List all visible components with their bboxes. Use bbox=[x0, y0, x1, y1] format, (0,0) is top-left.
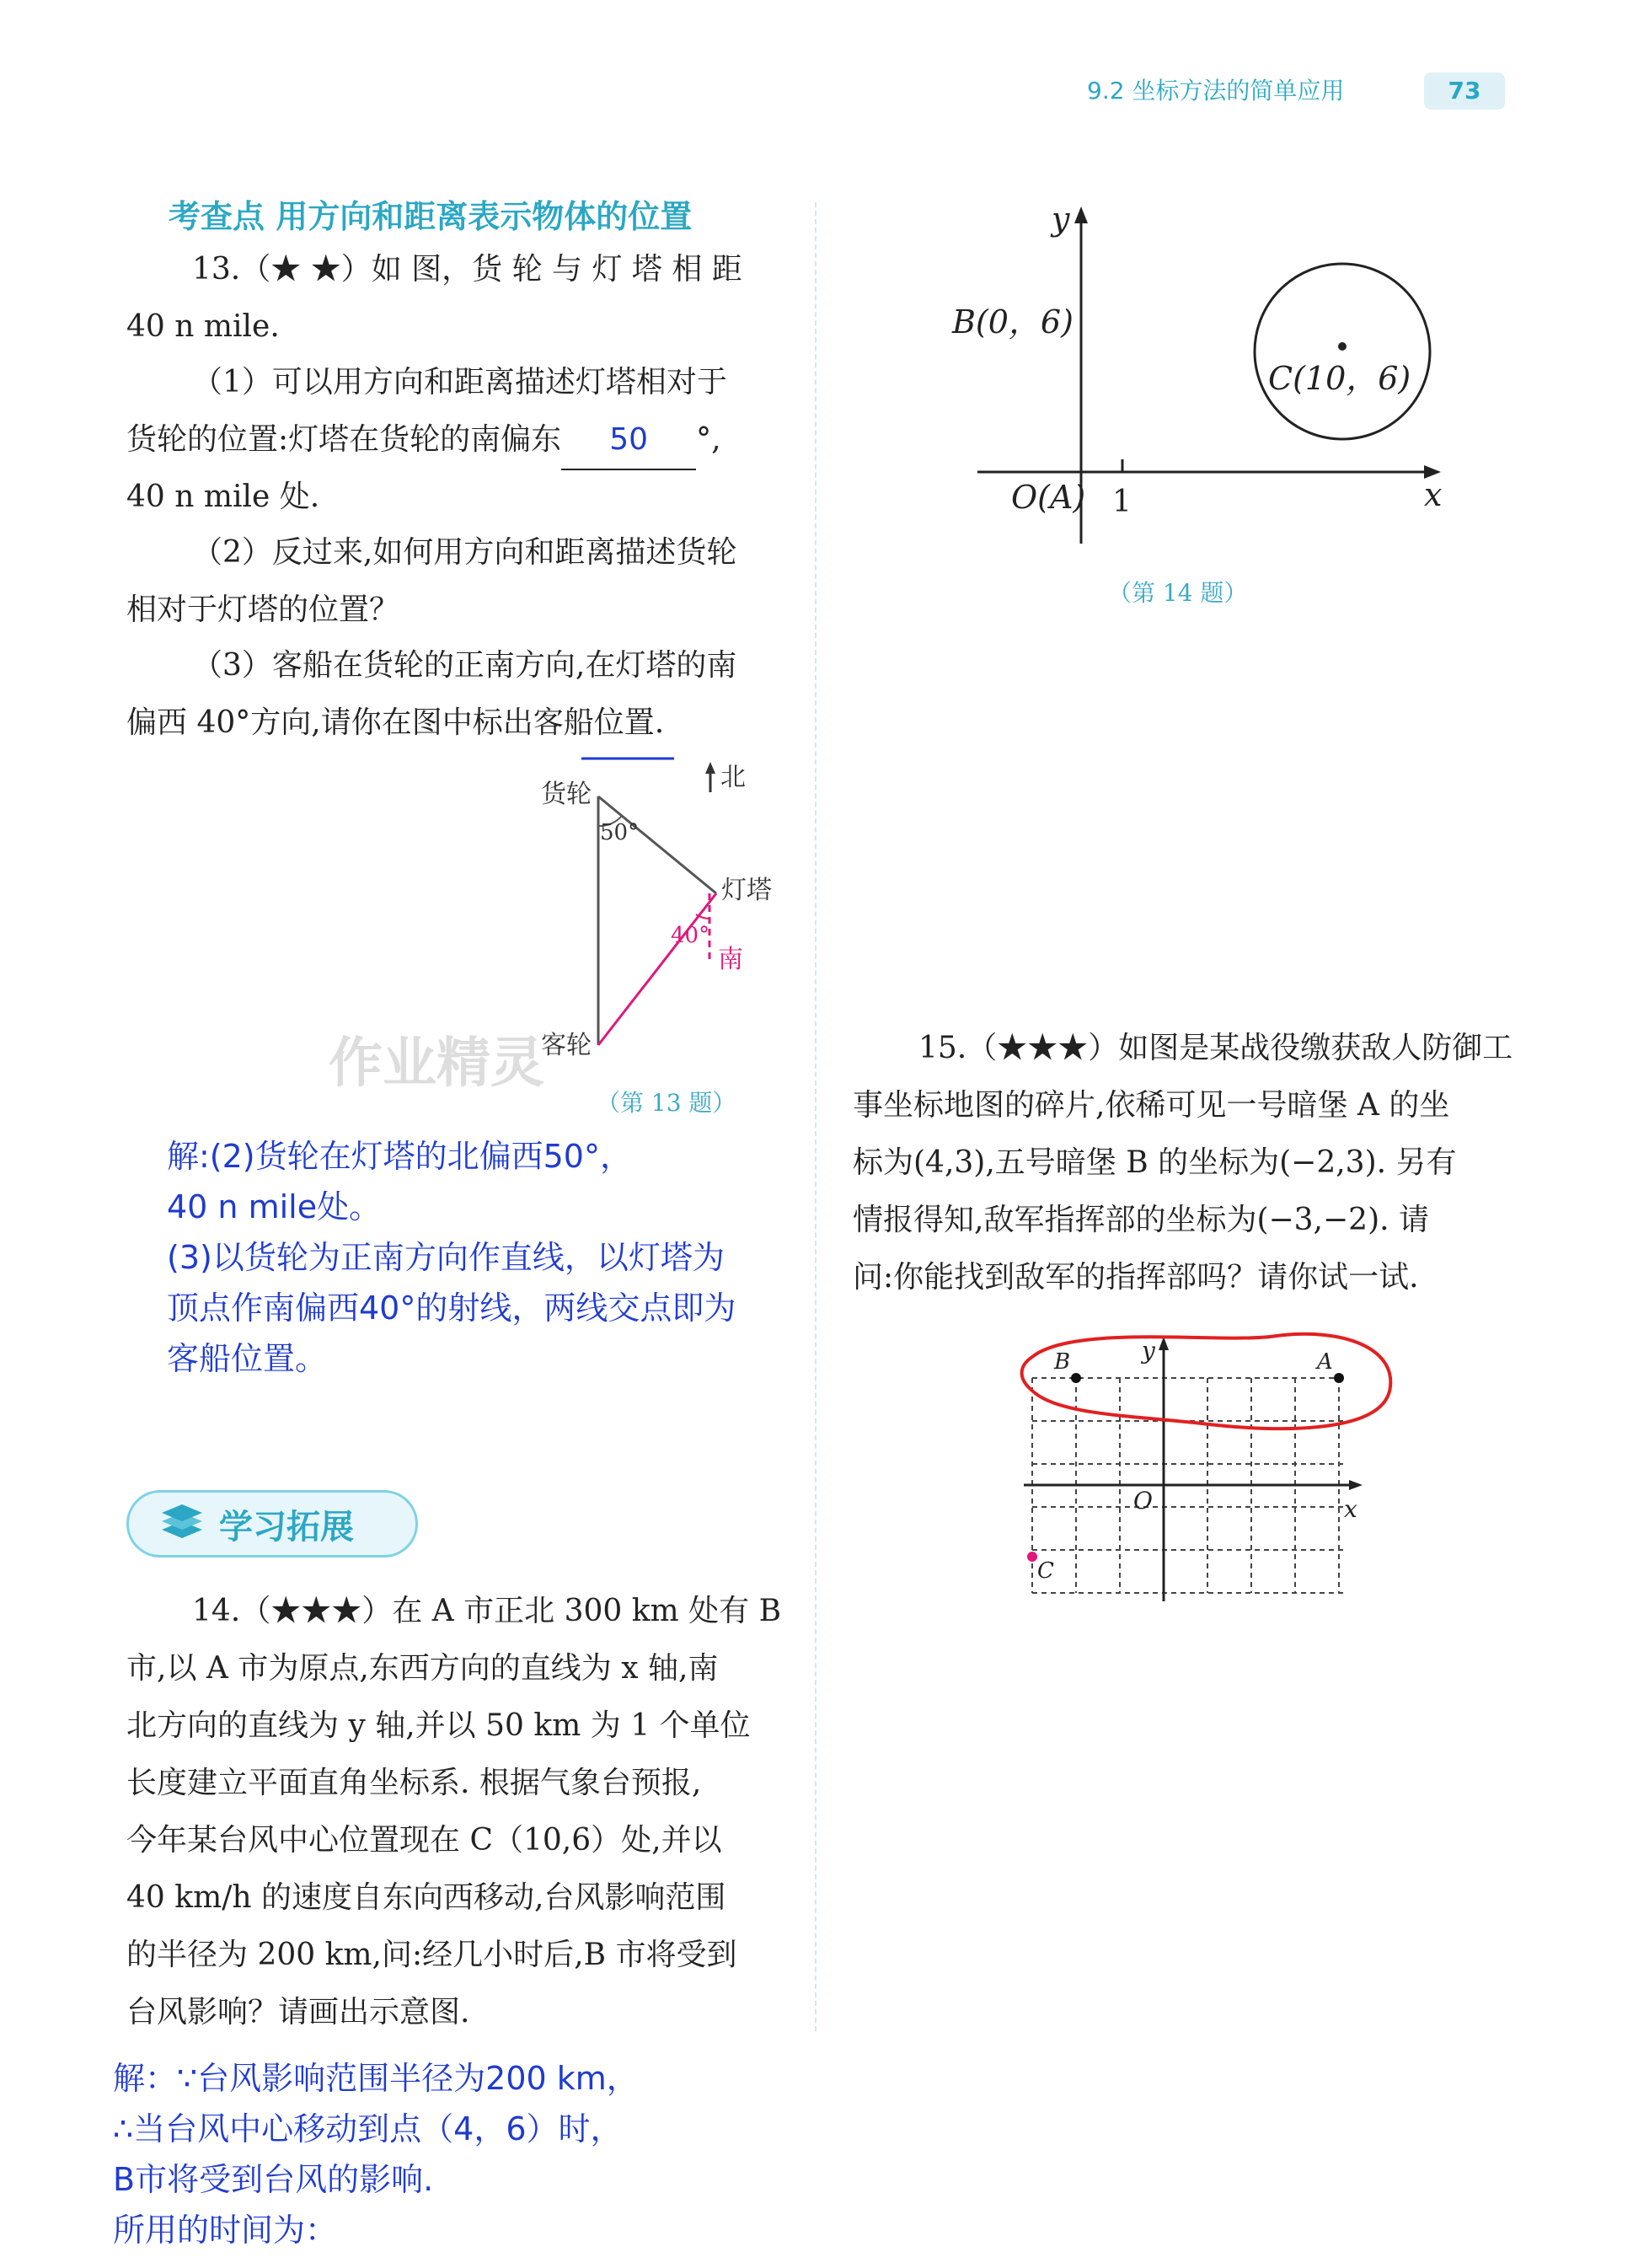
fig13-label-north: 北 bbox=[720, 763, 746, 792]
q15-l1: 15.（★★★）如图是某战役缴获敌人防御工 bbox=[918, 1031, 1513, 1065]
ans13-l2: 40 n mile处。 bbox=[167, 1188, 382, 1225]
section-title: 考查点 用方向和距离表示物体的位置 bbox=[169, 198, 693, 235]
figure-14 bbox=[944, 190, 1466, 628]
fig14-b-label: B(0，6) bbox=[952, 303, 1073, 340]
fig14-tick-one-label: 1 bbox=[1112, 485, 1132, 519]
fig13-label-angle50: 50° bbox=[600, 820, 640, 845]
ans14-l3: B市将受到台风的影响. bbox=[113, 2161, 434, 2198]
q14-l1: 14.（★★★）在 A 市正北 300 km 处有 B bbox=[192, 1594, 782, 1628]
q13-line1: 13.（★ ★）如 图，货 轮 与 灯 塔 相 距 bbox=[192, 252, 742, 287]
ans13-l3: (3)以货轮为正南方向作直线，以灯塔为 bbox=[167, 1239, 725, 1276]
q13-p3-a: （3）客船在货轮的正南方向,在灯塔的南 bbox=[192, 648, 737, 683]
fig15-point-a bbox=[1334, 1373, 1344, 1383]
q14-l6: 40 km/h 的速度自东向西移动,台风影响范围 bbox=[126, 1880, 726, 1915]
fig14-o-label: O(A) bbox=[1011, 479, 1086, 516]
fig13-label-lighthouse: 灯塔 bbox=[721, 876, 772, 905]
fig13-label-ship: 货轮 bbox=[541, 780, 592, 809]
fig14-x-label: x bbox=[1424, 476, 1443, 513]
fig15-x-label: x bbox=[1344, 1495, 1357, 1523]
q13-p1-b bbox=[126, 411, 721, 470]
fig15-o-label: O bbox=[1133, 1487, 1153, 1515]
fig13-label-passenger: 客轮 bbox=[541, 1031, 592, 1060]
fig14-center-dot bbox=[1338, 342, 1347, 351]
fig14-y-label: y bbox=[1052, 201, 1070, 238]
fig15-y-label: y bbox=[1142, 1337, 1155, 1365]
q13-p3-b: 偏西 40°方向,请你在图中标出客船位置. bbox=[126, 705, 665, 740]
fig13-label-south: 南 bbox=[718, 945, 743, 974]
fig14-y-arrow bbox=[1074, 206, 1088, 223]
q15-l2: 事坐标地图的碎片,依稀可见一号暗堡 A 的坐 bbox=[853, 1088, 1450, 1123]
fig13-label-angle40: 40° bbox=[671, 923, 710, 948]
fig13-north-arrow-head bbox=[705, 762, 715, 774]
ans14-l4: 所用的时间为： bbox=[113, 2212, 338, 2249]
fig14-caption: （第 14 题） bbox=[1108, 579, 1248, 607]
fig15-c-label: C bbox=[1037, 1558, 1054, 1584]
chapter-header: 9.2 坐标方法的简单应用 bbox=[1087, 77, 1345, 105]
figure-15 bbox=[1007, 1306, 1411, 1610]
q14-l3: 北方向的直线为 y 轴,并以 50 km 为 1 个单位 bbox=[126, 1708, 751, 1743]
ans13-l4: 顶点作南偏西40°的射线，两线交点即为 bbox=[167, 1289, 736, 1327]
ans14-l1: 解：∵台风影响范围半径为200 km， bbox=[113, 2060, 639, 2097]
fig14-c-label: C(10，6) bbox=[1268, 360, 1411, 397]
fig15-point-b bbox=[1071, 1373, 1081, 1383]
books-icon bbox=[158, 1504, 206, 1541]
fig15-a-label: A bbox=[1317, 1349, 1333, 1375]
fig14-typhoon-circle bbox=[1255, 264, 1430, 439]
fig15-b-label: B bbox=[1054, 1349, 1071, 1375]
q15-l4: 情报得知,敌军指挥部的坐标为(−3,−2). 请 bbox=[853, 1203, 1430, 1237]
q14-l7: 的半径为 200 km,问:经几小时后,B 市将受到 bbox=[126, 1938, 737, 1972]
q13-p1-c: 40 n mile 处. bbox=[126, 480, 320, 514]
q14-l8: 台风影响？请画出示意图. bbox=[126, 1995, 470, 2029]
q14-l4: 长度建立平面直角坐标系. 根据气象台预报, bbox=[126, 1766, 702, 1800]
fig15-point-c bbox=[1027, 1552, 1037, 1562]
q13-answer-50: 50 bbox=[561, 411, 696, 470]
expand-label: 学习拓展 bbox=[219, 1508, 354, 1547]
q14-l5: 今年某台风中心位置现在 C（10,6）处,并以 bbox=[126, 1823, 722, 1858]
ans14-l2: ∴当台风中心移动到点（4，6）时， bbox=[113, 2110, 623, 2147]
ans13-l5: 客船位置。 bbox=[167, 1340, 328, 1377]
q15-l5: 问:你能找到敌军的指挥部吗？请你试一试. bbox=[853, 1260, 1419, 1295]
q13-p1-a: （1）可以用方向和距离描述灯塔相对于 bbox=[192, 365, 727, 399]
q13-p2-a: （2）反过来,如何用方向和距离描述货轮 bbox=[192, 535, 737, 570]
page-number: 73 bbox=[1424, 72, 1505, 110]
q13-p2-b: 相对于灯塔的位置？ bbox=[126, 592, 400, 627]
q15-l3: 标为(4,3),五号暗堡 B 的坐标为(−2,3). 另有 bbox=[853, 1145, 1457, 1180]
fig15-x-arrow bbox=[1349, 1480, 1363, 1490]
ans13-l1: 解:(2)货轮在灯塔的北偏西50°， bbox=[167, 1138, 632, 1175]
fig13-caption: （第 13 题） bbox=[597, 1089, 736, 1117]
watermark: 作业精灵 bbox=[329, 1032, 544, 1095]
q13-p1-b-suffix: °, bbox=[696, 422, 721, 457]
q13-p1-b-prefix: 货轮的位置:灯塔在货轮的南偏东 bbox=[126, 422, 562, 457]
q13-line2: 40 n mile. bbox=[126, 309, 280, 344]
q14-l2: 市,以 A 市为原点,东西方向的直线为 x 轴,南 bbox=[126, 1651, 719, 1686]
